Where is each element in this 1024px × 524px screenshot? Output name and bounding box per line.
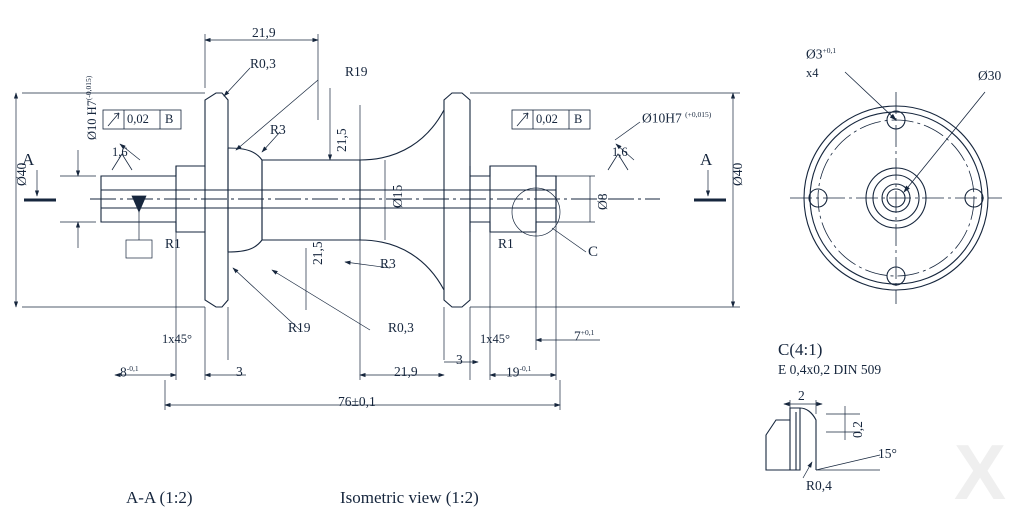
dim-r03-bottom: R0,3 <box>388 320 414 335</box>
section-letter-left: A <box>22 150 35 169</box>
detail-dim-02: 0,2 <box>850 421 865 438</box>
dim-19: $19^{-0,1}$ <box>506 364 532 380</box>
detail-title: C(4:1) <box>778 340 823 359</box>
dim-8: $8^{-0,1}$ <box>120 364 139 380</box>
detail-callout-c: C <box>588 244 599 260</box>
dim-7: $7^{+0,1}$ <box>574 328 595 344</box>
front-view <box>790 72 1002 304</box>
dim-r1-left: R1 <box>165 236 181 251</box>
gtol-left-value: 0,02 <box>127 112 149 126</box>
gtol-left-datum: B <box>165 112 174 126</box>
dim-d15: Ø15 <box>390 184 405 208</box>
dim-219-bottom: 21,9 <box>394 364 418 379</box>
gtol-right-value: 0,02 <box>536 112 558 126</box>
dim-215-bottom: 21,5 <box>310 241 325 265</box>
dim-chamfer-left: 1x45° <box>162 332 192 346</box>
dim-overall-76: 76±0,1 <box>338 394 376 409</box>
dim-d30: Ø30 <box>978 68 1002 83</box>
gtol-right-datum: B <box>574 112 583 126</box>
section-letter-right: A <box>700 150 713 169</box>
dim-3-right: 3 <box>456 352 463 367</box>
dim-3-left: 3 <box>236 364 243 379</box>
dim-r19-top: R19 <box>345 64 368 79</box>
watermark: X <box>953 428 1006 516</box>
dim-r3-bottom: R3 <box>380 256 396 271</box>
dim-hole-d3: $Ø3^{+0,1}$ <box>806 46 837 62</box>
dim-d8: Ø8 <box>595 193 610 210</box>
dim-r1-right: R1 <box>498 236 514 251</box>
dim-d40-right: Ø40 <box>730 162 745 186</box>
dim-chamfer-right: 1x45° <box>480 332 510 346</box>
detail-dim-2: 2 <box>798 388 805 403</box>
detail-dim-r04: R0,4 <box>806 478 832 493</box>
dim-r03-top: R0,3 <box>250 56 276 71</box>
dim-215-top: 21,5 <box>334 128 349 152</box>
dim-r19-bottom: R19 <box>288 320 311 335</box>
roughness-right: 1,6 <box>612 145 628 159</box>
title-section-aa: A-A (1:2) <box>126 488 193 507</box>
roughness-left: 1,6 <box>112 145 128 159</box>
dim-d10h7-right: Ø10H7 $^{(+0,015)}$ <box>642 110 712 126</box>
dim-d10h7-left: Ø10 $H7^{(-0,015)}$ <box>84 75 100 140</box>
dim-d40-left: Ø40 <box>14 162 29 186</box>
detail-subtitle: E 0,4x0,2 DIN 509 <box>778 362 882 377</box>
detail-view-c <box>766 400 880 478</box>
dim-r3-top: R3 <box>270 122 286 137</box>
detail-dim-15deg: 15° <box>878 446 897 461</box>
title-isometric-view: Isometric view (1:2) <box>340 488 479 507</box>
dim-top-219: 21,9 <box>252 25 276 40</box>
dim-hole-count: x4 <box>806 66 819 80</box>
